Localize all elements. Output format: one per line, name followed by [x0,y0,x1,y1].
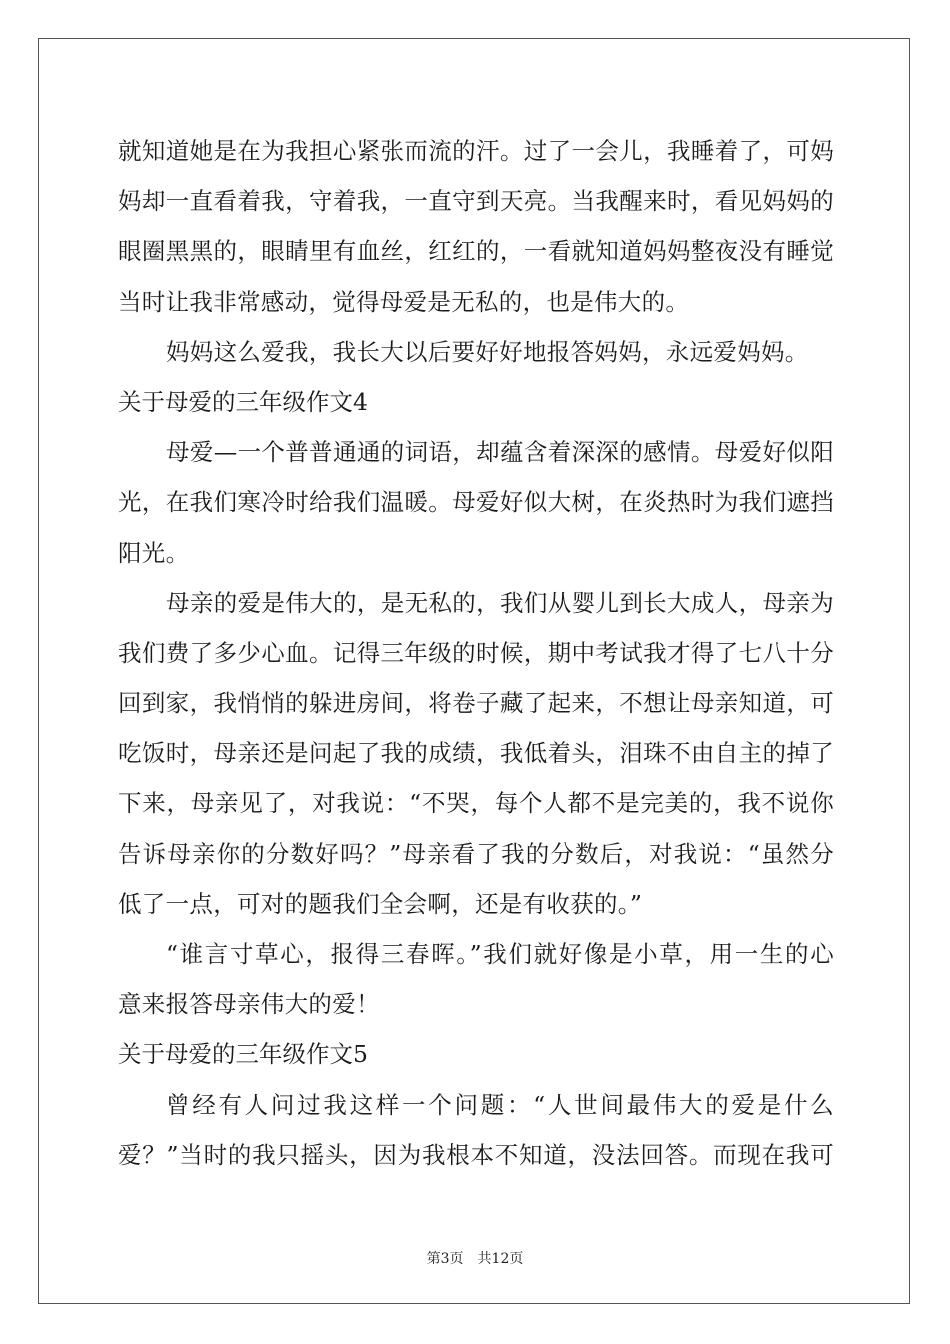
paragraph-line: 妈妈这么爱我，我长大以后要好好地报答妈妈，永远爱妈妈。 [166,337,809,366]
text-line: 光，在我们寒冷时给我们温暖。母爱好似大树，在炎热时为我们遮挡 [118,488,834,517]
section-heading: 关于母爱的三年级作文4 [118,387,368,416]
paragraph-line: 母亲的爱是伟大的，是无私的，我们从婴儿到长大成人，母亲为 [166,588,834,617]
text-line: 当时让我非常感动，觉得母爱是无私的，也是伟大的。 [118,287,690,316]
text-line: 意来报答母亲伟大的爱！ [118,990,380,1019]
text-line: 低了一点，可对的题我们全会啊，还是有收获的。” [118,889,643,918]
text-line: 眼圈黑黑的，眼睛里有血丝，红红的，一看就知道妈妈整夜没有睡觉 [118,237,834,266]
document-body [118,126,834,1180]
paragraph-line: “谁言寸草心，报得三春晖。”我们就好像是小草，用一生的心 [166,940,834,968]
paragraph-line: 曾经有人问过我这样一个问题：“人世间最伟大的爱是什么 [166,1090,834,1119]
page-total: 共12页 [477,1251,524,1267]
text-line: 下来，母亲见了，对我说：“不哭，每个人都不是完美的，我不说你 [118,789,834,818]
text-line: 回到家，我悄悄的躲进房间，将卷子藏了起来，不想让母亲知道，可 [118,689,834,718]
page-number: 第3页 [426,1251,464,1267]
text-line: 爱？”当时的我只摇头，因为我根本不知道，没法回答。而现在我可 [118,1140,834,1169]
text-line: 就知道她是在为我担心紧张而流的汗。过了一会儿，我睡着了，可妈 [118,137,834,165]
text-line: 我们费了多少心血。记得三年级的时候，期中考试我才得了七八十分 [118,638,834,667]
text-line: 告诉母亲你的分数好吗？”母亲看了我的分数后，对我说：“虽然分 [118,839,834,868]
text-line: 吃饭时，母亲还是问起了我的成绩，我低着头，泪珠不由自主的掉了 [118,739,834,768]
paragraph-line: 母爱—一个普普通通的词语，却蕴含着深深的感情。母爱好似阳 [166,438,834,467]
page-footer [0,1248,950,1268]
text-line: 阳光。 [118,538,190,567]
section-heading: 关于母爱的三年级作文5 [118,1040,368,1069]
text-line: 妈却一直看着我，守着我，一直守到天亮。当我醒来时，看见妈妈的 [118,187,834,216]
